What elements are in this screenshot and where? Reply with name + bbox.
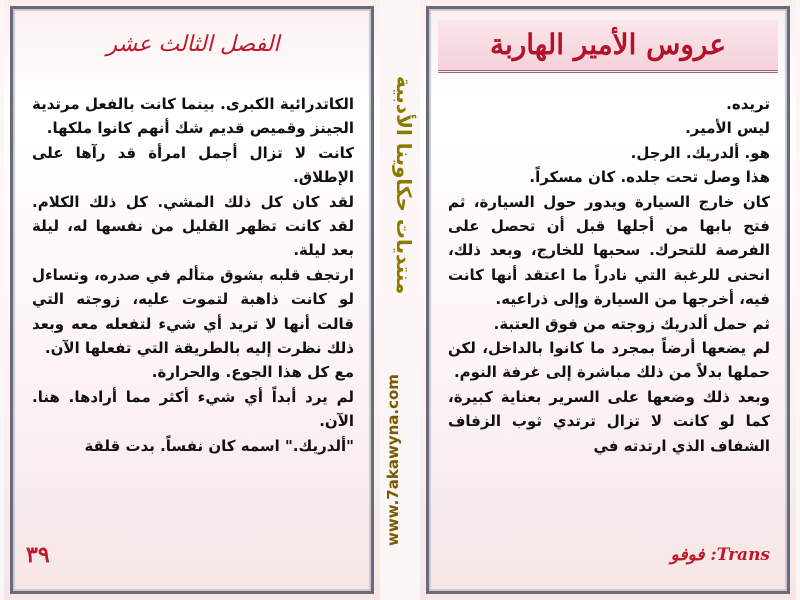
paragraph: هو. ألدريك. الرجل. [630,143,770,162]
paragraph: كان خارج السيارة ويدور حول السيارة، ثم فتح بابها من أجلها قبل أن تحصل على الفرصة للتحرك. سحبها للخارج، وبعد ذلك، انحنى للرغبة التي نادراً ما اعتقد أنها كانت فيه، أخرجها من السيارة وإلى ذراعيه. [448,192,770,309]
paragraph: ليس الأمير. [685,119,770,138]
paragraph: "ألدريك." اسمه كان نفساً. بدت قلقة [84,436,354,455]
paragraph: هذا وصل تحت جلده. كان مسكراً. [529,168,770,187]
paragraph: كانت لا تزال أجمل امرأة قد رآها على الإطلاق. [32,143,354,187]
left-page-body [32,92,354,458]
paragraph: تريده. [726,95,770,113]
forum-url: www.7akawyna.com [384,374,402,546]
paragraph: لم يضعها أرضاً بمجرد ما كانوا بالداخل، لكن حملها بدلاً من ذلك مباشرة إلى غرفة النوم. [448,339,770,382]
paragraph: الكاتدرائية الكبرى. بينما كانت بالفعل مرتدية الجينز وقميص قديم شك أنهم كانوا ملكها. [32,95,354,138]
right-page [420,0,796,600]
right-page-body [448,92,770,458]
left-page [4,0,380,600]
paragraph: ثم حمل ألدريك زوجته من فوق العتبة. [493,314,770,333]
paragraph: وبعد ذلك وضعها على السرير بعناية كبيرة، كما لو كانت لا تزال ترتدي ثوب الزفاف الشفاف الذي ارتدته في [448,387,770,455]
page-number: ٣٩ [26,542,50,568]
chapter-heading: الفصل الثالث عشر [106,32,280,57]
paragraph: لم يرد أبداً أي شيء أكثر مما أرادها. هنا. الآن. [32,387,354,431]
paragraph: ارتجف قلبه بشوق متألم في صدره، وتساءل لو كانت ذاهبة لتموت عليه، زوجته التي قالت أنها لا تريد أي شيء لتفعله معه وبعد ذلك نظرت إليه بالطريقة التي تفعلها الآن. [32,265,354,358]
paragraph: لقد كان كل ذلك المشي. كل ذلك الكلام. لقد كانت تظهر القليل من نفسها له، ليلة بعد ليلة. [32,192,354,260]
book-title: عروس الأمير الهاربة [438,20,778,73]
translator-credit: فوفو :Trans [670,545,770,565]
forum-name: منتديات حكاوينا الأدبية [392,75,416,295]
paragraph: مع كل هذا الجوع. والحرارة. [151,363,354,382]
